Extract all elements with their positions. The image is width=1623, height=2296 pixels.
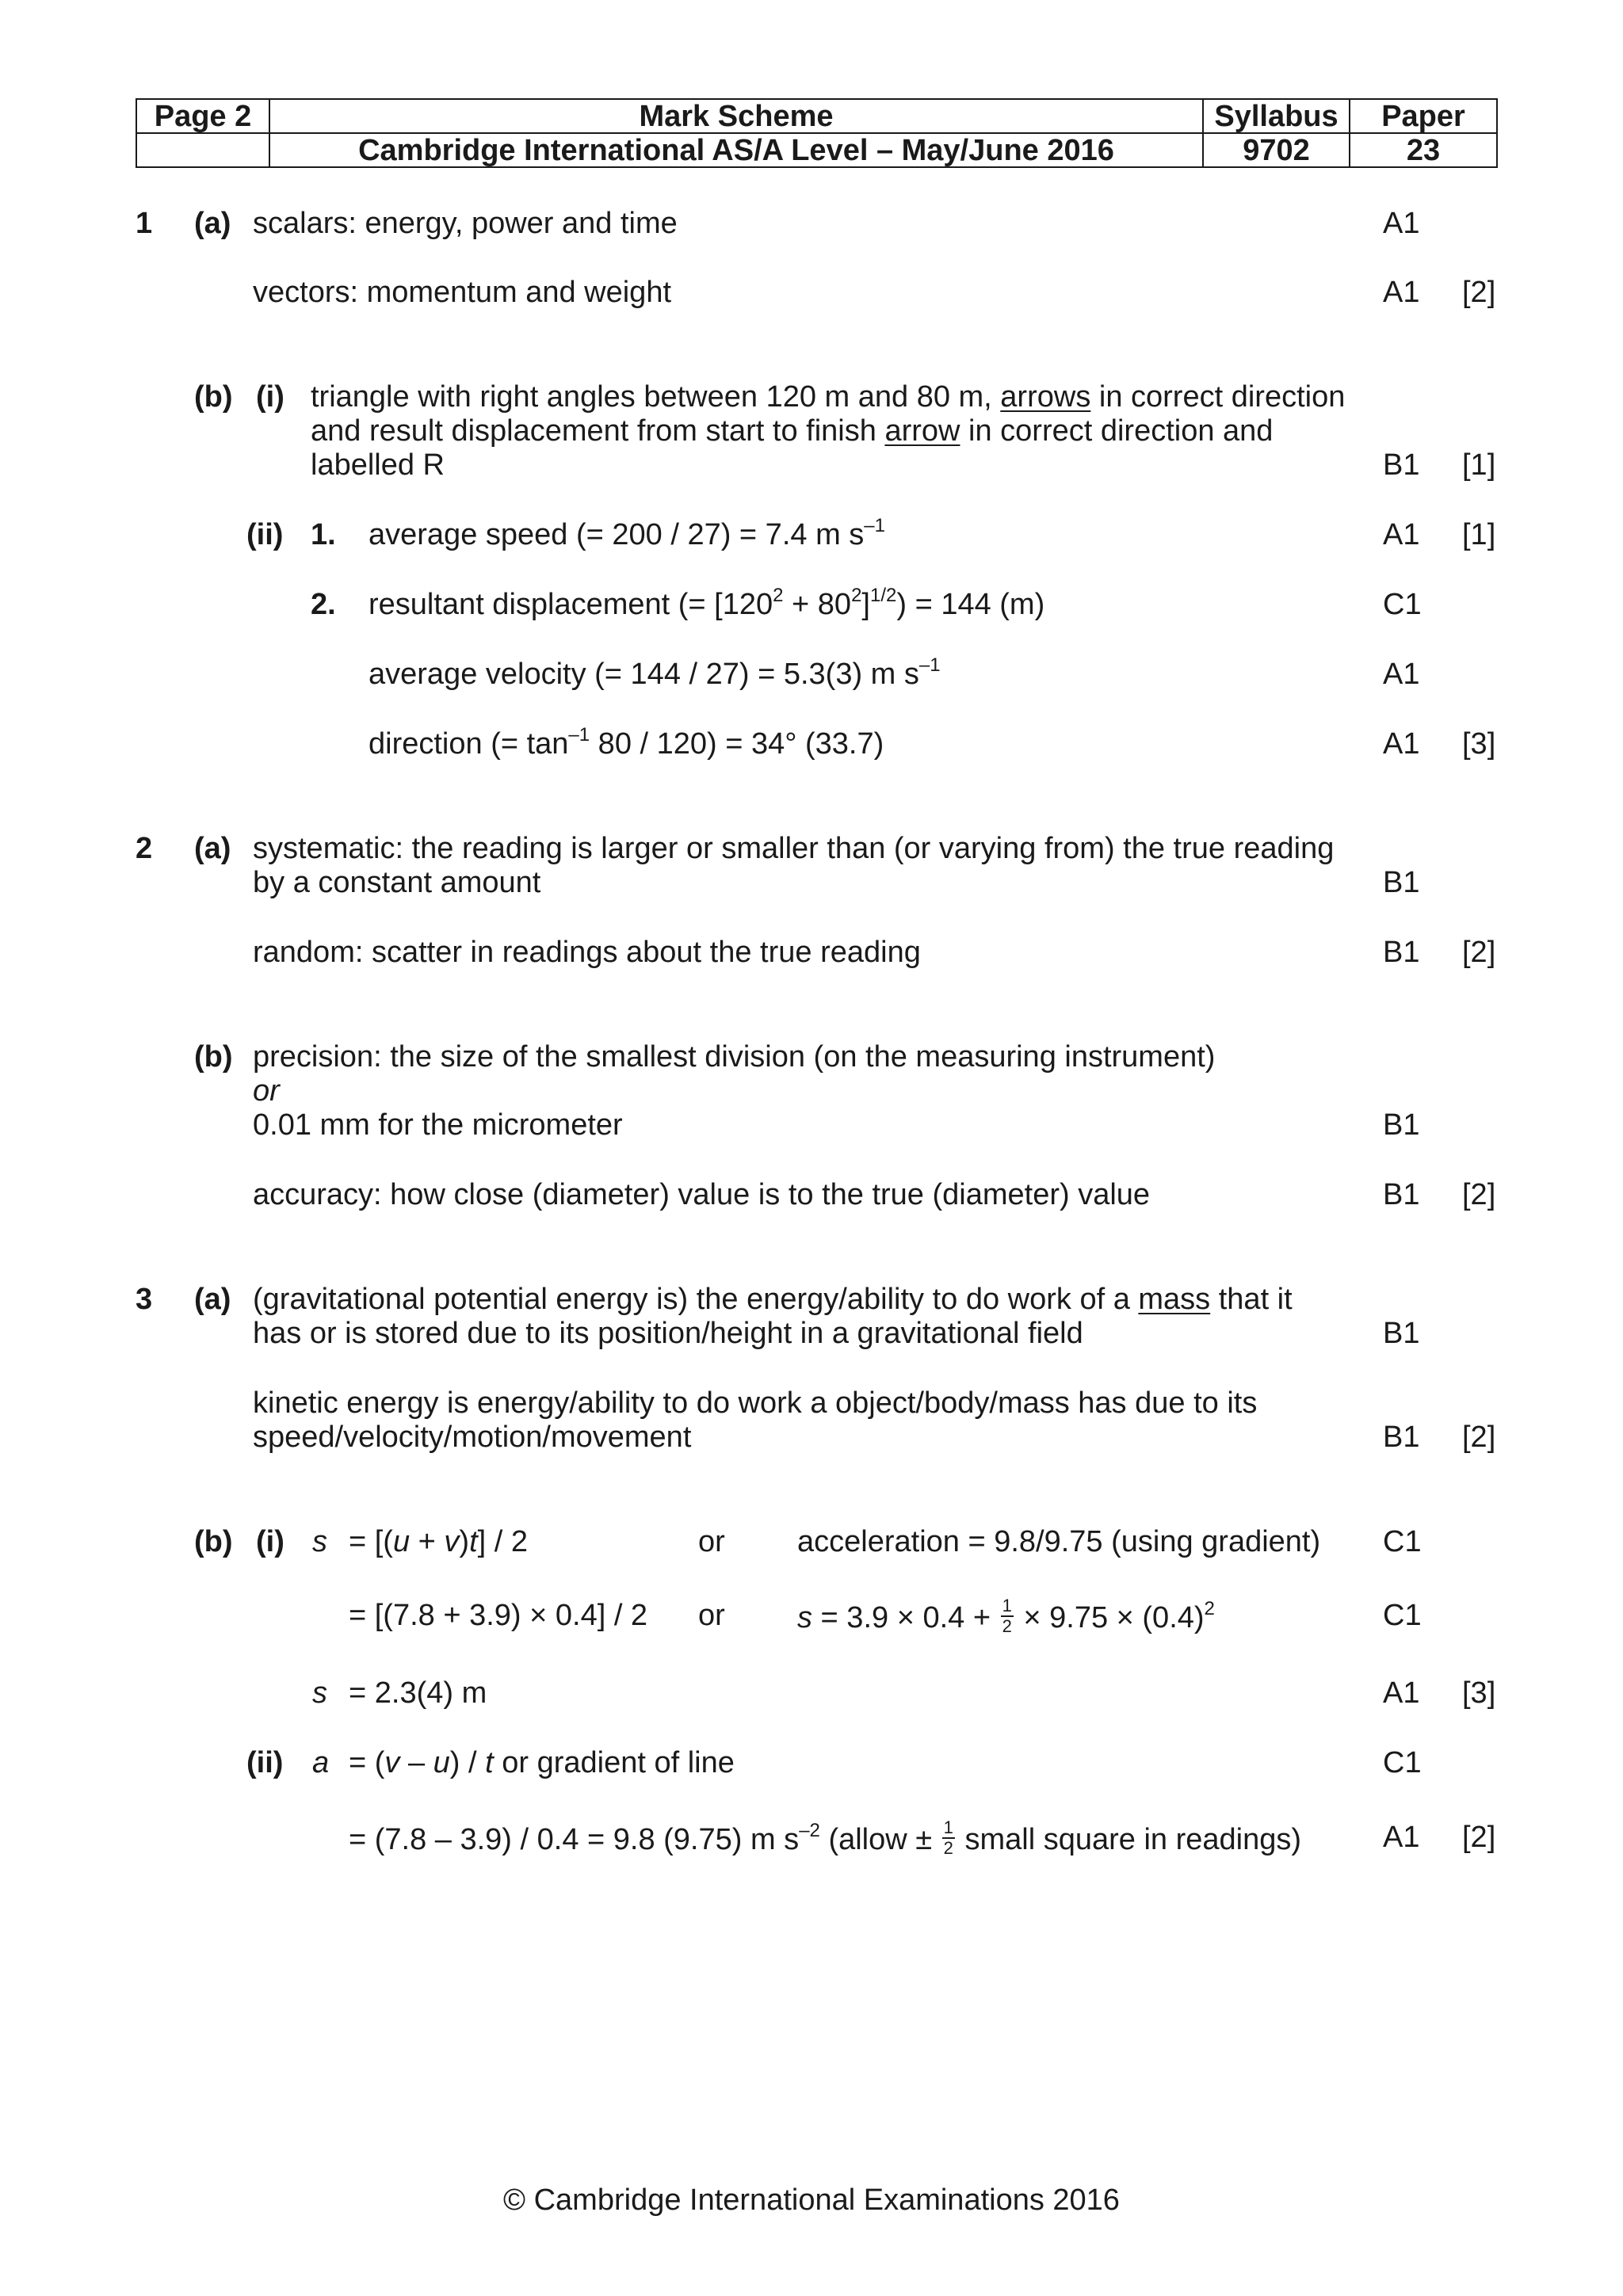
- answer-text: systematic: the reading is larger or smaller than (or varying from) the true reading: [253, 832, 1335, 865]
- mark-code: C1: [1383, 1525, 1422, 1558]
- mark-code: A1: [1383, 207, 1420, 240]
- answer-text: random: scatter in readings about the true reading: [253, 936, 921, 969]
- subpart-label: (ii): [246, 518, 284, 551]
- variable-s: s: [312, 1676, 327, 1710]
- part-label: (a): [194, 207, 231, 240]
- variable-s: s: [312, 1525, 327, 1558]
- answer-text: average velocity (= 144 / 27) = 5.3(3) m $s^{-1}$: [369, 654, 941, 691]
- or-connector: or: [698, 1599, 725, 1632]
- answer-text: resultant displacement (= $[120^2 + 80^2]^{1/2}) = 144$ (m): [369, 585, 1045, 621]
- answer-text: and result displacement from start to finish arrow in correct direction and: [311, 414, 1274, 448]
- mark-total: [2]: [1462, 1421, 1496, 1454]
- mark-total: [2]: [1462, 1821, 1496, 1854]
- mark-code: A1: [1383, 518, 1420, 551]
- subpart-label: (i): [256, 1525, 285, 1558]
- mark-total: [2]: [1462, 276, 1496, 309]
- or-connector: or: [698, 1525, 725, 1558]
- paper-number: 23: [1350, 133, 1497, 167]
- mark-total: [3]: [1462, 1676, 1496, 1710]
- part-label: (b): [194, 1525, 233, 1558]
- answer-text: average speed (= 200 / 27) = 7.4 m $s^{-1}$: [369, 515, 885, 551]
- answer-text: by a constant amount: [253, 866, 541, 899]
- equation: = (v – u) / t or gradient of line: [349, 1746, 735, 1779]
- answer-text: (gravitational potential energy is) the energy/ability to do work of a mass that it: [253, 1283, 1293, 1316]
- alternative-method: acceleration = 9.8/9.75 (using gradient): [797, 1525, 1321, 1558]
- header-table: [136, 98, 1498, 168]
- mark-code: B1: [1383, 866, 1420, 899]
- question-number: 1: [136, 207, 153, 240]
- mark-code: A1: [1383, 1676, 1420, 1710]
- equation: = [(7.8 + 3.9) × 0.4] / 2: [349, 1599, 648, 1632]
- mark-code: C1: [1383, 1746, 1422, 1779]
- part-label: (a): [194, 832, 231, 865]
- part-label: (a): [194, 1283, 231, 1316]
- mark-code: B1: [1383, 1421, 1420, 1454]
- answer-text: accuracy: how close (diameter) value is to the true (diameter) value: [253, 1178, 1151, 1211]
- mark-total: [2]: [1462, 1178, 1496, 1211]
- mark-code: B1: [1383, 1178, 1420, 1211]
- mark-code: C1: [1383, 588, 1422, 621]
- part-label: (b): [194, 380, 233, 414]
- answer-text: labelled R: [311, 448, 445, 482]
- variable-a: a: [312, 1746, 330, 1779]
- syllabus-code: 9702: [1203, 133, 1350, 167]
- mark-total: [1]: [1462, 518, 1496, 551]
- subpart-label: (i): [256, 380, 285, 414]
- copyright-footer: © Cambridge International Examinations 2016: [503, 2183, 1120, 2217]
- mark-code: A1: [1383, 276, 1420, 309]
- equation: = (7.8 – 3.9) / 0.4 = 9.8 (9.75) m $s^{-2}$ (allow ± $\frac{1}{2}$ small square in readings): [349, 1817, 1302, 1858]
- subpart-label: (ii): [246, 1746, 284, 1779]
- answer-text: vectors: momentum and weight: [253, 276, 672, 309]
- fraction-half: $\frac{1}{2}$: [943, 1817, 953, 1858]
- alternative-or: or: [253, 1074, 280, 1108]
- page-number: Page 2: [136, 99, 269, 133]
- mark-total: [3]: [1462, 727, 1496, 761]
- answer-text: has or is stored due to its position/height in a gravitational field: [253, 1317, 1083, 1350]
- question-number: 3: [136, 1283, 153, 1316]
- point-label: 2.: [311, 588, 336, 621]
- paper-label: Paper: [1350, 99, 1497, 133]
- mark-code: B1: [1383, 936, 1420, 969]
- answer-text: triangle with right angles between 120 m and 80 m, arrows in correct direction: [311, 380, 1346, 414]
- mark-code: B1: [1383, 1108, 1420, 1142]
- question-number: 2: [136, 832, 153, 865]
- mark-total: [1]: [1462, 448, 1496, 482]
- mark-code: A1: [1383, 658, 1420, 691]
- mark-code: A1: [1383, 1821, 1420, 1854]
- fraction-half: $\frac{1}{2}$: [1002, 1596, 1012, 1636]
- document-title: Mark Scheme: [269, 99, 1203, 133]
- equation: = [(u + v)t] / 2: [349, 1525, 529, 1558]
- mark-code: C1: [1383, 1599, 1422, 1632]
- mark-code: B1: [1383, 1317, 1420, 1350]
- answer-text: 0.01 mm for the micrometer: [253, 1108, 623, 1142]
- mark-code: A1: [1383, 727, 1420, 761]
- answer-text: scalars: energy, power and time: [253, 207, 678, 240]
- alternative-method: s = 3.9 × 0.4 + $\frac{1}{2}$ × $9.75 \times (0.4)^2$: [797, 1596, 1215, 1636]
- syllabus-label: Syllabus: [1203, 99, 1350, 133]
- part-label: (b): [194, 1040, 233, 1074]
- answer-text: precision: the size of the smallest division (on the measuring instrument): [253, 1040, 1216, 1074]
- mark-total: [2]: [1462, 936, 1496, 969]
- header-empty-cell: [136, 133, 269, 167]
- answer-text: speed/velocity/motion/movement: [253, 1421, 692, 1454]
- answer-text: kinetic energy is energy/ability to do work a object/body/mass has due to its: [253, 1386, 1258, 1420]
- equation: = 2.3(4) m: [349, 1676, 487, 1710]
- answer-text: direction (= $\tan^{-1} 80 / 120) = 34^\circ$ (33.7): [369, 724, 884, 761]
- point-label: 1.: [311, 518, 336, 551]
- exam-title: Cambridge International AS/A Level – May/June 2016: [269, 133, 1203, 167]
- mark-code: B1: [1383, 448, 1420, 482]
